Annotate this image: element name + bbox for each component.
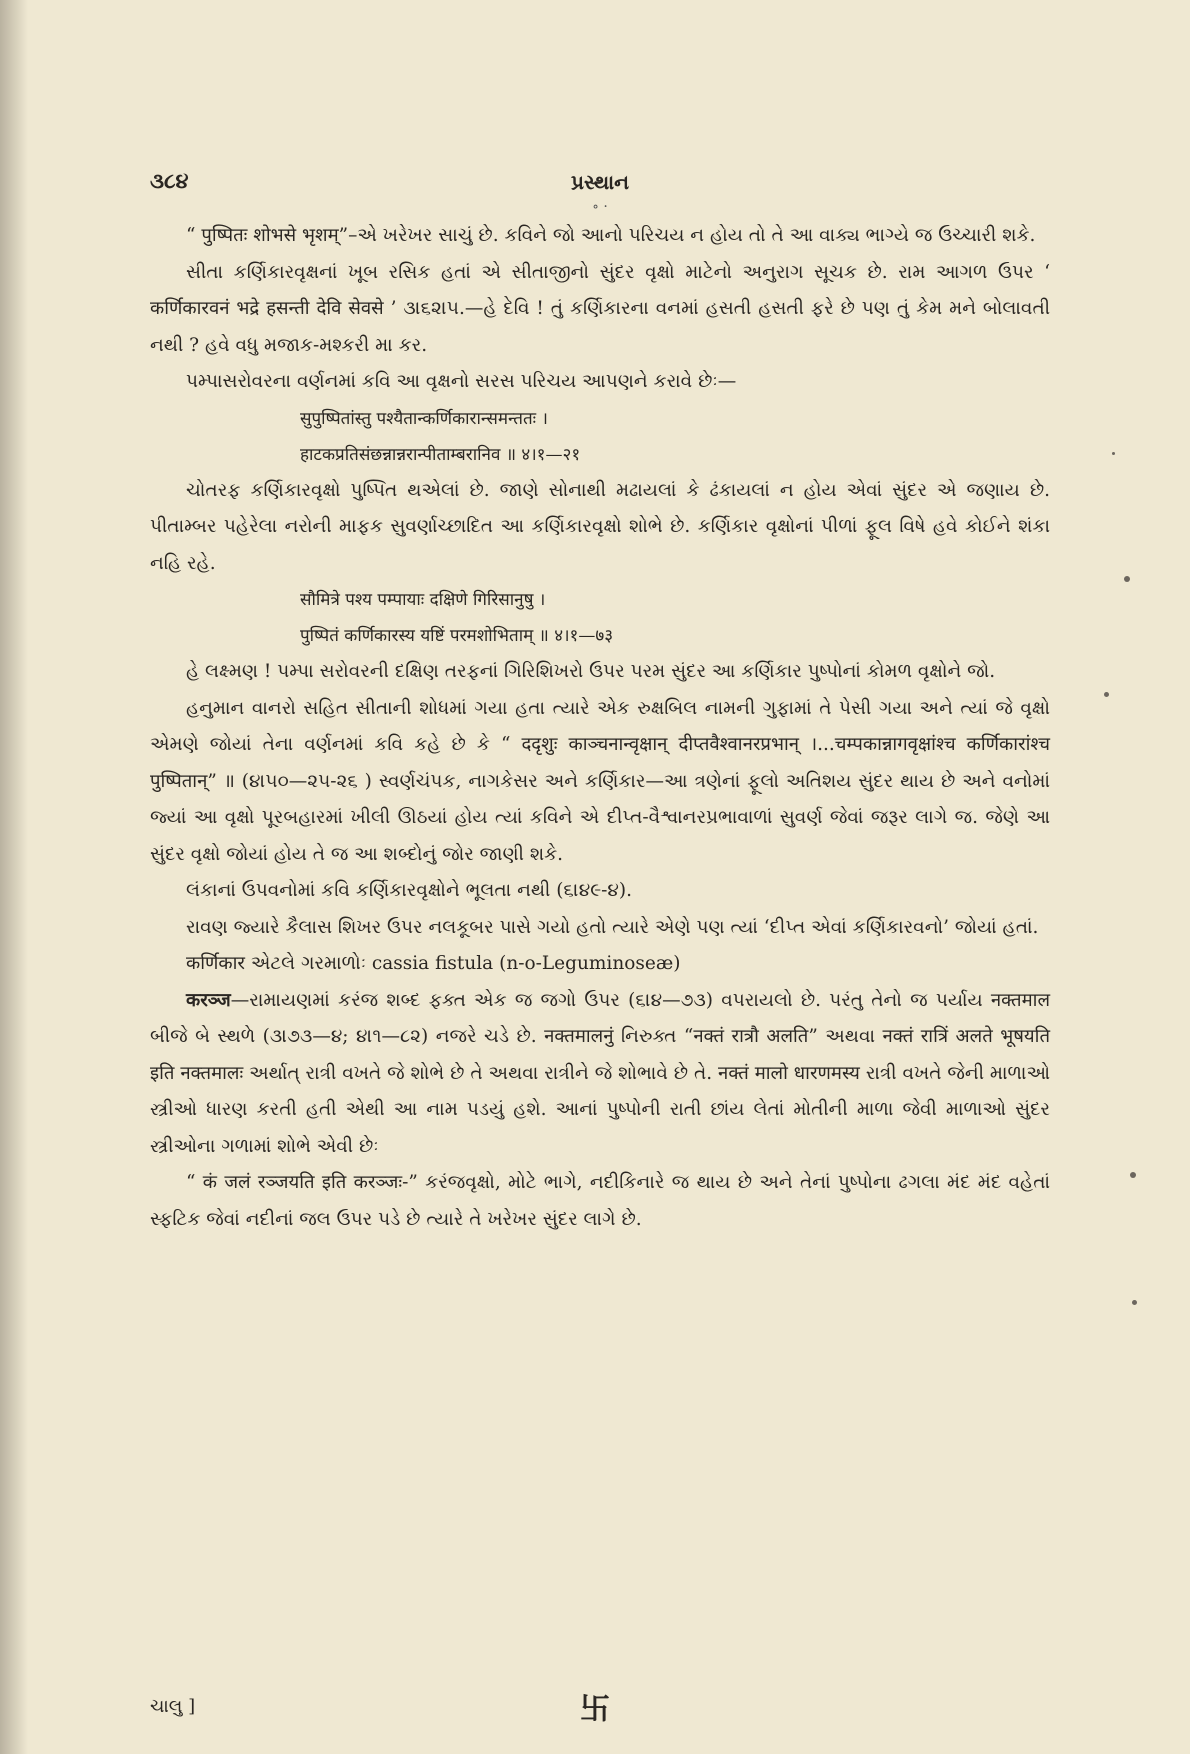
paragraph: રાવણ જ્યારે કૈલાસ શિખર ઉપર નલકૂબર પાસે ગયો હતો ત્યારે એણે પણ ત્યાં ‘દીપ્ત એવાં કર્ણિકારવનો’ જોયાં હતાં. xyxy=(186,916,1039,938)
paragraph: “ पुष्पितः शोभसे भृशम्”–એ ખરેખર સાચું છે. કવિને જો આનો પરિચય ન હોય તો તે આ વાક્ય ભાગ્યે જ ઉચ્ચારી શકે. xyxy=(186,225,1036,246)
section-heading: करञ्ज xyxy=(186,989,231,1011)
paragraph: कर्णिकार એટલે ગરમાળોઃ cassia fistula (n-o-Leguminoseæ) xyxy=(186,953,681,974)
paragraph-text: —રામાયણમાં કરંજ શબ્દ ફક્ત એક જ જગો ઉપર (૬।૪—૭૩) વપરાયલો છે. પરંતુ તેનો જ પર્યાય नक्तमाल બીજે બે સ્થળે (૩।૭૩—૪; ૪।૧—૮૨) નજરે ચડે છે. नक्तमालनुं નિરુક્ત “नक्तं रात्रौ अलति” અથવા नक्तं रात्रिं अलते भूषयति इति नक्तमालः અર્થાત્ રાત્રી વખતે જે શોભે છે તે અથવા રાત્રીને જે શોભાવે છે તે. नक्तं मालो धारणमस्य રાત્રી વખતે જેની માળાઓ સ્ત્રીઓ ધારણ કરતી હતી એથી આ નામ પડયું હશે. આનાં પુષ્પોની રાતી છાંય લેતાં મોતીની માળા જેવી માળાઓ સુંદર સ્ત્રીઓના ગળામાં શોભે એવી છેઃ xyxy=(150,989,1050,1157)
paragraph: “ कं जलं रञ्जयति इति करञ्जः-” કરંજવૃક્ષો, મોટે ભાગે, નદીકિનારે જ થાય છે અને તેનાં પુષ્પોના ઢગલા મંદ મંદ વહેતાં સ્ફટિક જેવાં નદીનાં જલ ઉપર પડે છે ત્યારે તે ખરેખર સુંદર લાગે છે. xyxy=(150,1172,1050,1230)
header-ornament: ∘ · xyxy=(592,199,608,215)
page-number: ૩૮૪ xyxy=(150,168,189,193)
ink-speck xyxy=(1132,1300,1137,1305)
ink-speck xyxy=(1112,452,1115,455)
paragraph: હે લક્ષ્મણ ! પમ્પા સરોવરની દક્ષિણ તરફનાં ગિરિશિખરો ઉપર પરમ સુંદર આ કર્ણિકાર પુષ્પોનાં કોમળ વૃક્ષોને જો. xyxy=(186,661,996,682)
ink-speck xyxy=(1130,1172,1136,1178)
ink-speck xyxy=(1124,576,1130,582)
continued-marker: ચાલુ ] xyxy=(150,1696,196,1717)
sanskrit-verse-line: हाटकप्रतिसंछन्नान्नरान्पीताम्बरानिव ॥ ४।१—२१ xyxy=(300,444,581,465)
sanskrit-verse-line: पुष्पितं कर्णिकारस्य यष्टिं परमशोभिताम् ॥ ४।१—७३ xyxy=(300,626,614,646)
page-footer xyxy=(150,1692,1050,1732)
running-header xyxy=(150,160,1050,200)
paragraph: ચોતરફ કર્ણિકારવૃક્ષો પુષ્પિત થએલાં છે. જાણે સોનાથી મઢાયલાં કે ઢંકાયલાં ન હોય એવાં સુંદર એ જણાય છે. પીતામ્બર પહેરેલા નરોની માફક સુવર્ણાચ્છાદિત આ કર્ણિકારવૃક્ષો શોભે છે. કર્ણિકાર વૃક્ષોનાં પીળાં ફૂલ વિષે હવે કોઈને શંકા નહિ રહે. xyxy=(150,479,1050,574)
paragraph xyxy=(150,983,1050,1166)
paragraph: સીતા કર્ણિકારવૃક્ષનાં ખૂબ રસિક હતાં એ સીતાજીનો સુંદર વૃક્ષો માટેનો અનુરાગ સૂચક છે. રામ આગળ ઉપર ‘ कर्णिकारवनं भद्रे हसन्ती देवि सेवसे ’ ૩।૬૨।૫.—હે દેવિ ! તું કર્ણિકારના વનમાં હસતી હસતી ફરે છે પણ તું કેમ મને બોલાવતી નથી ? હવે વધુ મજાક-મશ્કરી મા કર. xyxy=(150,261,1050,356)
sanskrit-verse-line: सौमित्रे पश्य पम्पायाः दक्षिणे गिरिसानुषु । xyxy=(300,590,546,610)
ink-speck xyxy=(1104,692,1109,697)
page-body xyxy=(150,160,1050,1238)
book-spine-shadow xyxy=(0,0,28,1754)
paragraph: પમ્પાસરોવરના વર્ણનમાં કવિ આ વૃક્ષનો સરસ પરિચય આપણને કરાવે છેઃ— xyxy=(186,371,737,392)
swastika-ornament: 卐 xyxy=(580,1692,610,1727)
paragraph: હનુમાન વાનરો સહિત સીતાની શોધમાં ગયા હતા ત્યારે એક રુક્ષબિલ નામની ગુફામાં તે પેસી ગયા અને ત્યાં જે વૃક્ષો એમણે જોયાં તેના વર્ણનમાં કવિ કહે છે કે “ ददृशुः काञ्चनान्वृक्षान् दीप्तवैश्वानरप्रभान् ।...चम्पकान्नागवृक्षांश्च कर्णिकारांश्च पुष्पितान्” ॥ (૪।૫૦—૨૫-૨૬ ) સ્વર્ણચંપક, નાગકેસર અને કર્ણિકાર—આ ત્રણેનાં ફૂલો અતિશય સુંદર થાય છે અને વનોમાં જ્યાં આ વૃક્ષો પૂરબહારમાં ખીલી ઊઠયાં હોય ત્યાં કવિને એ દીપ્ત-વૈશ્વાનરપ્રભાવાળાં સુવર્ણ જેવાં જરૂર લાગે જ. જેણે આ સુંદર વૃક્ષો જોયાં હોય તે જ આ શબ્દોનું જોર જાણી શકે. xyxy=(150,697,1050,865)
sanskrit-verse-line: सुपुष्पितांस्तु पश्यैतान्कर्णिकारान्समन्ततः । xyxy=(300,408,548,429)
journal-title: પ્રસ્થાન xyxy=(570,170,630,194)
paragraph: લંકાનાં ઉપવનોમાં કવિ કર્ણિકારવૃક્ષોને ભૂલતા નથી (૬।૪૯-૪). xyxy=(186,880,632,901)
